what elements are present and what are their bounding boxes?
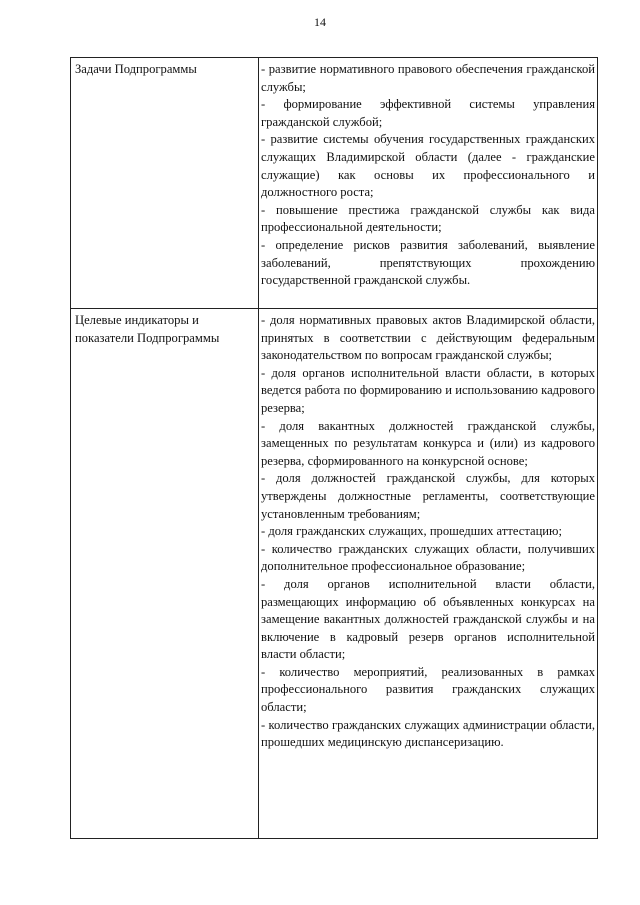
list-item: - количество мероприятий, реализованных в рамках профессионального развития гражданских служащих области; bbox=[261, 664, 595, 715]
list-item: - повышение престижа гражданской службы как вида профессиональной деятельности; bbox=[261, 202, 595, 235]
list-item: - количество гражданских служащих администрации области, прошедших медицинскую диспансеризацию. bbox=[261, 717, 595, 750]
list-item: - доля гражданских служащих, прошедших аттестацию; bbox=[261, 524, 562, 539]
row-label-indicators: Целевые индикаторы и показатели Подпрограммы bbox=[75, 313, 220, 345]
list-item: - доля нормативных правовых актов Владимирской области, принятых в соответствии с действующим федеральным законодательством по вопросам гражданской службы; bbox=[261, 313, 595, 363]
list-item: - доля органов исполнительной власти области, размещающих информацию об объявленных конкурсах на замещение вакантных должностей гражданской службы и на включение в кадровый резерв органов исполнительной власти области; bbox=[261, 576, 595, 662]
list-item: - доля органов исполнительной власти области, в которых ведется работа по формированию и использованию кадрового резерва; bbox=[261, 365, 595, 415]
list-item: - доля должностей гражданской службы, для которых утверждены должностные регламенты, соответствующие установленным требованиям; bbox=[261, 471, 595, 521]
list-item: - доля вакантных должностей гражданской службы, замещенных по результатам конкурса и (или) из кадрового резерва, сформированного на конкурсной основе; bbox=[261, 418, 595, 468]
row-content-cell bbox=[259, 58, 598, 309]
list-item: - развитие системы обучения государственных гражданских служащих Владимирской области (далее - гражданские служащие) как основы их профессионального и должностного роста; bbox=[261, 132, 595, 200]
row-content-cell bbox=[259, 309, 598, 839]
list-item: - развитие нормативного правового обеспечения гражданской службы; bbox=[261, 62, 595, 94]
table-row-tasks bbox=[71, 58, 598, 309]
list-item: - определение рисков развития заболеваний, выявление заболеваний, препятствующих прохождению государственной гражданской службы. bbox=[261, 237, 595, 288]
row-label-cell bbox=[71, 58, 259, 309]
page-number: 14 bbox=[314, 15, 326, 29]
subprogram-table bbox=[70, 57, 598, 839]
row-label-cell bbox=[71, 309, 259, 839]
list-item: - формирование эффективной системы управления гражданской службой; bbox=[261, 97, 595, 129]
row-label-tasks: Задачи Подпрограммы bbox=[75, 62, 197, 76]
list-item: - количество гражданских служащих области, получивших дополнительное профессиональное образование; bbox=[261, 541, 595, 574]
table-row-indicators bbox=[71, 309, 598, 839]
